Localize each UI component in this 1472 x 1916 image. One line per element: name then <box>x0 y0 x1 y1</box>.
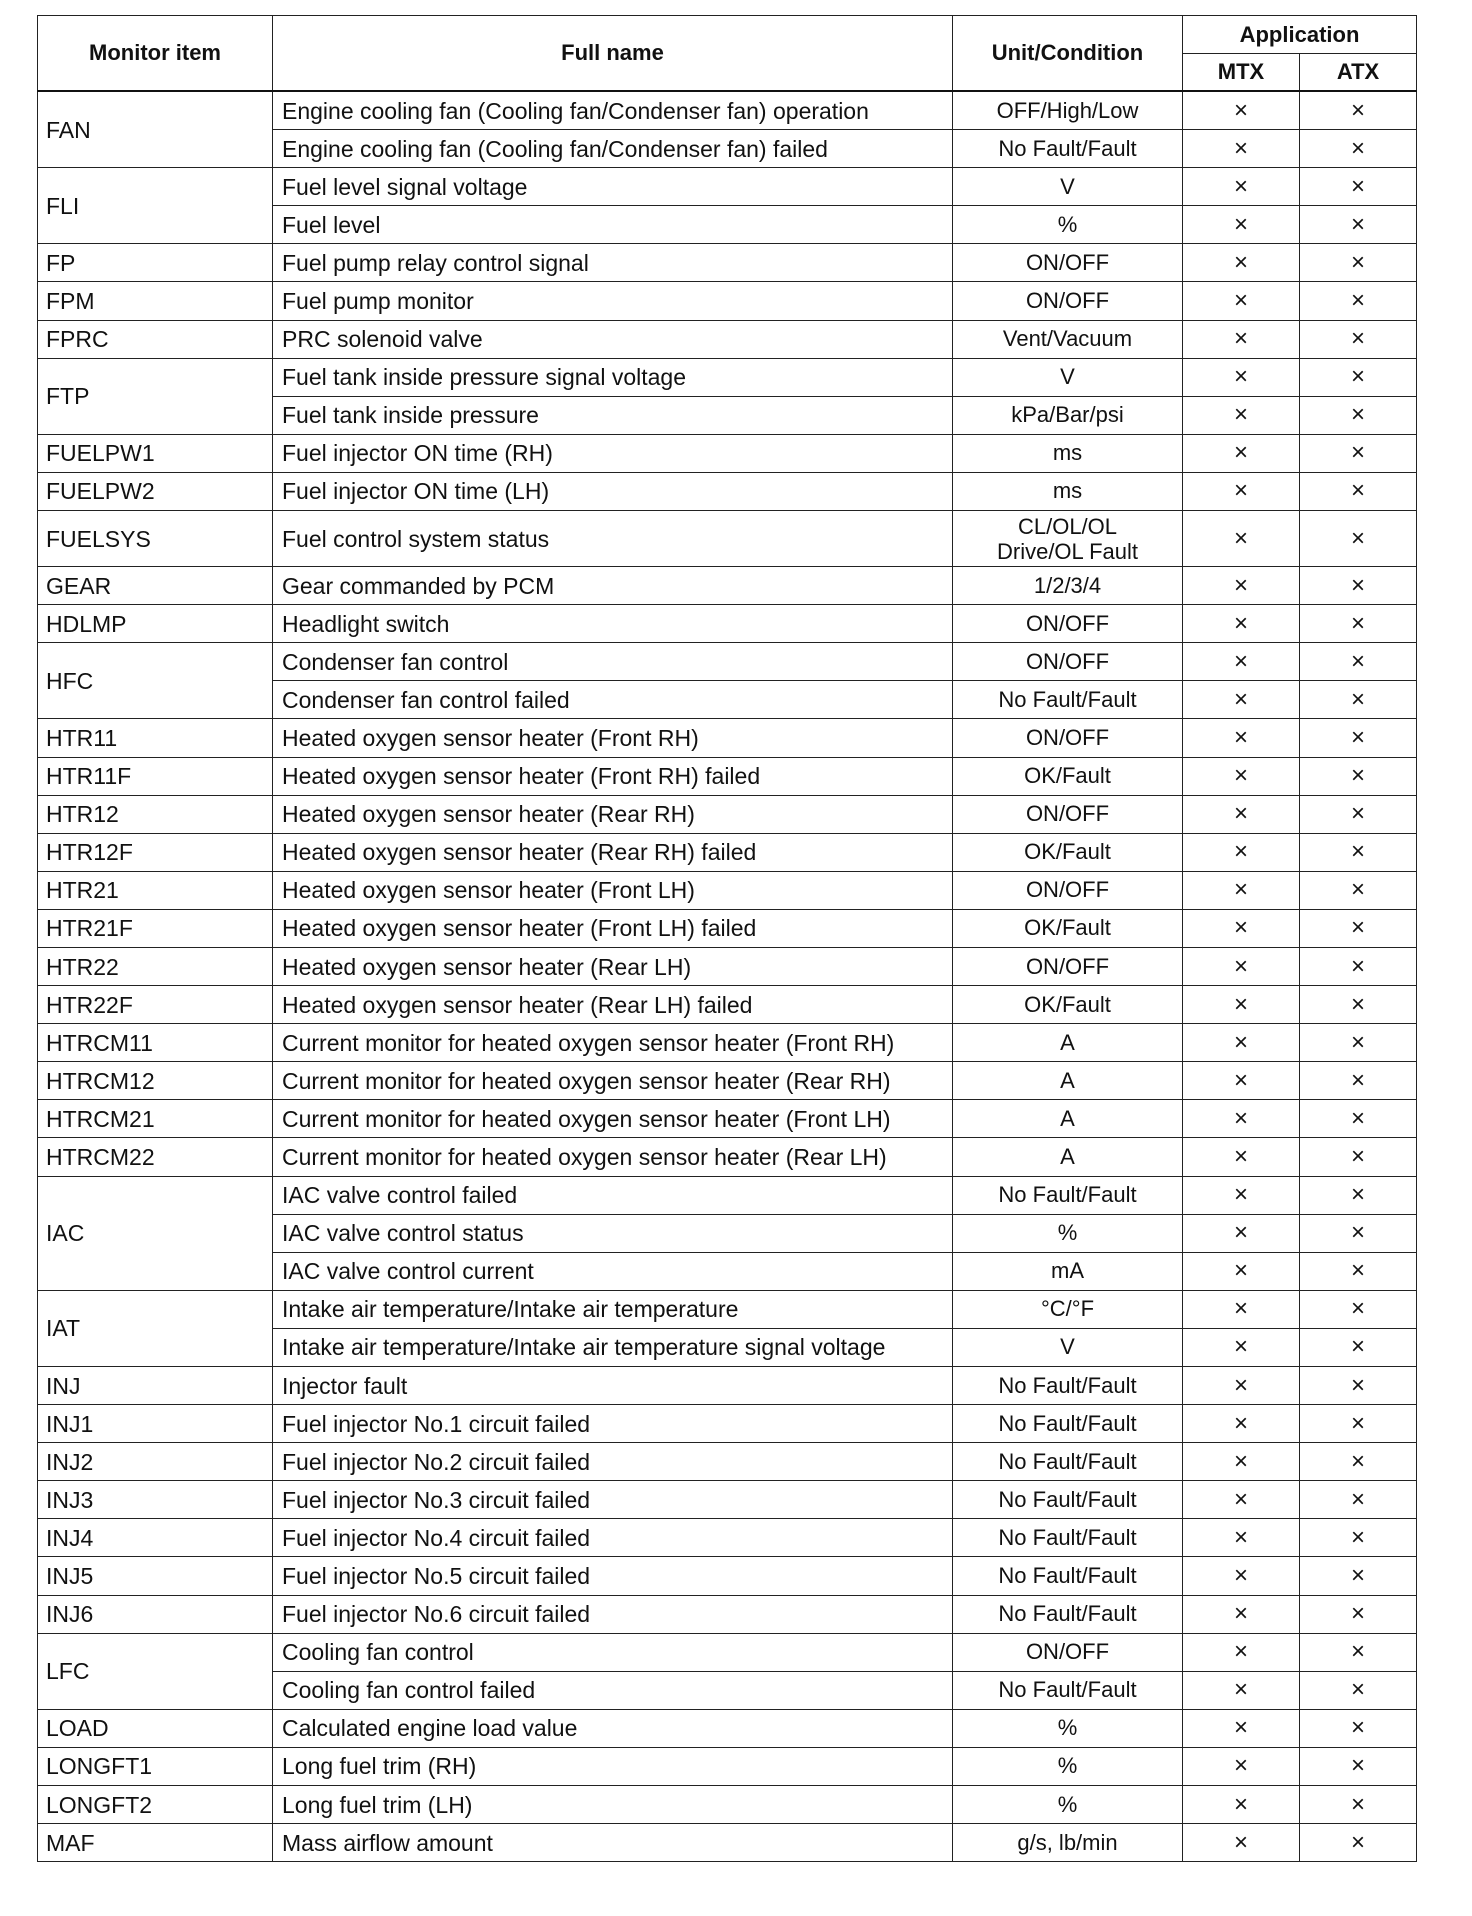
mtx-applicable-mark: × <box>1183 1176 1300 1214</box>
atx-applicable-mark: × <box>1300 1405 1417 1443</box>
table-row <box>38 358 1417 396</box>
atx-applicable-mark: × <box>1300 871 1417 909</box>
atx-applicable-mark: × <box>1300 986 1417 1024</box>
unit-condition-cell: A <box>953 1138 1183 1176</box>
table-row <box>38 1138 1417 1176</box>
full-name-cell: Current monitor for heated oxygen sensor heater (Front LH) <box>273 1100 953 1138</box>
table-row <box>38 1290 1417 1328</box>
full-name-cell: Intake air temperature/Intake air temperature <box>273 1290 953 1328</box>
table-row <box>38 244 1417 282</box>
monitor-item-cell: INJ6 <box>38 1595 273 1633</box>
full-name-cell: Fuel level signal voltage <box>273 168 953 206</box>
unit-condition-cell: % <box>953 1214 1183 1252</box>
monitor-item-cell: LOAD <box>38 1709 273 1747</box>
mtx-applicable-mark: × <box>1183 1481 1300 1519</box>
mtx-applicable-mark: × <box>1183 795 1300 833</box>
full-name-cell: Cooling fan control <box>273 1633 953 1671</box>
full-name-cell: Heated oxygen sensor heater (Front LH) <box>273 871 953 909</box>
mtx-applicable-mark: × <box>1183 643 1300 681</box>
unit-condition-cell: ms <box>953 472 1183 510</box>
table-row <box>38 434 1417 472</box>
atx-applicable-mark: × <box>1300 511 1417 567</box>
mtx-applicable-mark: × <box>1183 511 1300 567</box>
full-name-cell: Intake air temperature/Intake air temperature signal voltage <box>273 1328 953 1366</box>
full-name-cell: Fuel pump monitor <box>273 282 953 320</box>
col-header-full-name: Full name <box>273 16 953 92</box>
full-name-cell: Fuel injector No.1 circuit failed <box>273 1405 953 1443</box>
unit-condition-cell: ON/OFF <box>953 871 1183 909</box>
mtx-applicable-mark: × <box>1183 1443 1300 1481</box>
unit-condition-cell: % <box>953 1786 1183 1824</box>
monitor-item-cell: INJ4 <box>38 1519 273 1557</box>
mtx-applicable-mark: × <box>1183 871 1300 909</box>
table-row <box>38 1595 1417 1633</box>
monitor-item-cell: IAC <box>38 1176 273 1290</box>
monitor-item-cell: HTR22 <box>38 947 273 985</box>
atx-applicable-mark: × <box>1300 244 1417 282</box>
full-name-cell: Condenser fan control failed <box>273 681 953 719</box>
table-row <box>38 643 1417 681</box>
unit-condition-cell: % <box>953 1709 1183 1747</box>
table-row <box>38 871 1417 909</box>
unit-condition-cell: No Fault/Fault <box>953 1595 1183 1633</box>
table-row <box>38 947 1417 985</box>
unit-condition-cell: No Fault/Fault <box>953 1519 1183 1557</box>
col-header-atx: ATX <box>1300 54 1417 92</box>
table-row <box>38 1367 1417 1405</box>
col-header-unit-condition: Unit/Condition <box>953 16 1183 92</box>
col-header-mtx: MTX <box>1183 54 1300 92</box>
mtx-applicable-mark: × <box>1183 358 1300 396</box>
atx-applicable-mark: × <box>1300 909 1417 947</box>
full-name-cell: Fuel injector No.3 circuit failed <box>273 1481 953 1519</box>
monitor-item-cell: INJ5 <box>38 1557 273 1595</box>
mtx-applicable-mark: × <box>1183 986 1300 1024</box>
unit-condition-cell: ON/OFF <box>953 282 1183 320</box>
atx-applicable-mark: × <box>1300 168 1417 206</box>
atx-applicable-mark: × <box>1300 434 1417 472</box>
unit-condition-cell: A <box>953 1062 1183 1100</box>
mtx-applicable-mark: × <box>1183 282 1300 320</box>
unit-condition-line: Drive/OL Fault <box>996 538 1138 564</box>
mtx-applicable-mark: × <box>1183 1405 1300 1443</box>
atx-applicable-mark: × <box>1300 91 1417 130</box>
unit-condition-cell: V <box>953 358 1183 396</box>
unit-condition-cell: ON/OFF <box>953 719 1183 757</box>
full-name-cell: Long fuel trim (RH) <box>273 1747 953 1785</box>
table-row <box>38 282 1417 320</box>
monitor-item-cell: FUELPW1 <box>38 434 273 472</box>
unit-condition-cell: No Fault/Fault <box>953 1367 1183 1405</box>
mtx-applicable-mark: × <box>1183 719 1300 757</box>
mtx-applicable-mark: × <box>1183 1062 1300 1100</box>
table-row <box>38 320 1417 358</box>
full-name-cell: Current monitor for heated oxygen sensor heater (Rear RH) <box>273 1062 953 1100</box>
monitor-item-cell: HTR21 <box>38 871 273 909</box>
mtx-applicable-mark: × <box>1183 681 1300 719</box>
monitor-item-cell: HTRCM12 <box>38 1062 273 1100</box>
unit-condition-cell: OK/Fault <box>953 757 1183 795</box>
full-name-cell: Calculated engine load value <box>273 1709 953 1747</box>
mtx-applicable-mark: × <box>1183 1747 1300 1785</box>
full-name-cell: Engine cooling fan (Cooling fan/Condenser fan) operation <box>273 91 953 130</box>
mtx-applicable-mark: × <box>1183 757 1300 795</box>
table-row <box>38 1633 1417 1671</box>
monitor-item-cell: HTR22F <box>38 986 273 1024</box>
atx-applicable-mark: × <box>1300 1671 1417 1709</box>
mtx-applicable-mark: × <box>1183 1519 1300 1557</box>
table-row <box>38 1747 1417 1785</box>
monitor-item-cell: FLI <box>38 168 273 244</box>
atx-applicable-mark: × <box>1300 1024 1417 1062</box>
table-row <box>38 91 1417 130</box>
unit-condition-cell: °C/°F <box>953 1290 1183 1328</box>
unit-condition-cell: OK/Fault <box>953 833 1183 871</box>
unit-condition-cell: A <box>953 1100 1183 1138</box>
full-name-cell: Injector fault <box>273 1367 953 1405</box>
atx-applicable-mark: × <box>1300 1786 1417 1824</box>
table-row <box>38 1100 1417 1138</box>
unit-condition-cell: No Fault/Fault <box>953 130 1183 168</box>
mtx-applicable-mark: × <box>1183 472 1300 510</box>
atx-applicable-mark: × <box>1300 1519 1417 1557</box>
atx-applicable-mark: × <box>1300 1290 1417 1328</box>
full-name-cell: PRC solenoid valve <box>273 320 953 358</box>
unit-condition-cell: No Fault/Fault <box>953 1481 1183 1519</box>
unit-condition-cell: mA <box>953 1252 1183 1290</box>
monitor-item-cell: HTRCM11 <box>38 1024 273 1062</box>
mtx-applicable-mark: × <box>1183 396 1300 434</box>
unit-condition-cell: ON/OFF <box>953 947 1183 985</box>
table-row <box>38 1405 1417 1443</box>
unit-condition-cell: No Fault/Fault <box>953 1671 1183 1709</box>
monitor-item-cell: HFC <box>38 643 273 719</box>
full-name-cell: Fuel pump relay control signal <box>273 244 953 282</box>
table-row <box>38 1024 1417 1062</box>
atx-applicable-mark: × <box>1300 833 1417 871</box>
mtx-applicable-mark: × <box>1183 168 1300 206</box>
monitor-item-cell: FUELPW2 <box>38 472 273 510</box>
full-name-cell: Mass airflow amount <box>273 1824 953 1862</box>
monitor-item-cell: INJ3 <box>38 1481 273 1519</box>
monitor-item-cell: LONGFT1 <box>38 1747 273 1785</box>
full-name-cell: Fuel level <box>273 206 953 244</box>
unit-condition-cell: % <box>953 1747 1183 1785</box>
mtx-applicable-mark: × <box>1183 947 1300 985</box>
table-row <box>38 1786 1417 1824</box>
monitor-item-cell: HTR12F <box>38 833 273 871</box>
mtx-applicable-mark: × <box>1183 1671 1300 1709</box>
table-row <box>38 511 1417 567</box>
full-name-cell: Heated oxygen sensor heater (Rear RH) failed <box>273 833 953 871</box>
mtx-applicable-mark: × <box>1183 130 1300 168</box>
unit-condition-cell: ON/OFF <box>953 643 1183 681</box>
mtx-applicable-mark: × <box>1183 1633 1300 1671</box>
table-row <box>38 1519 1417 1557</box>
atx-applicable-mark: × <box>1300 1595 1417 1633</box>
mtx-applicable-mark: × <box>1183 909 1300 947</box>
mtx-applicable-mark: × <box>1183 1024 1300 1062</box>
full-name-cell: Fuel injector No.4 circuit failed <box>273 1519 953 1557</box>
monitor-item-cell: HDLMP <box>38 605 273 643</box>
unit-condition-cell: OK/Fault <box>953 909 1183 947</box>
atx-applicable-mark: × <box>1300 757 1417 795</box>
table-row <box>38 605 1417 643</box>
atx-applicable-mark: × <box>1300 1367 1417 1405</box>
monitor-item-cell: FP <box>38 244 273 282</box>
unit-condition-cell: kPa/Bar/psi <box>953 396 1183 434</box>
full-name-cell: Heated oxygen sensor heater (Front RH) failed <box>273 757 953 795</box>
atx-applicable-mark: × <box>1300 1824 1417 1862</box>
monitor-item-cell: MAF <box>38 1824 273 1862</box>
full-name-cell: Fuel control system status <box>273 511 953 567</box>
atx-applicable-mark: × <box>1300 396 1417 434</box>
full-name-cell: Heated oxygen sensor heater (Rear LH) <box>273 947 953 985</box>
full-name-cell: IAC valve control failed <box>273 1176 953 1214</box>
unit-condition-cell: No Fault/Fault <box>953 1557 1183 1595</box>
mtx-applicable-mark: × <box>1183 567 1300 605</box>
atx-applicable-mark: × <box>1300 1747 1417 1785</box>
monitor-item-cell: HTR21F <box>38 909 273 947</box>
unit-condition-cell: ON/OFF <box>953 244 1183 282</box>
full-name-cell: IAC valve control current <box>273 1252 953 1290</box>
full-name-cell: Current monitor for heated oxygen sensor heater (Front RH) <box>273 1024 953 1062</box>
table-row <box>38 719 1417 757</box>
full-name-cell: IAC valve control status <box>273 1214 953 1252</box>
unit-condition-cell: OFF/High/Low <box>953 91 1183 130</box>
monitor-item-cell: FPM <box>38 282 273 320</box>
table-row <box>38 986 1417 1024</box>
full-name-cell: Fuel tank inside pressure <box>273 396 953 434</box>
mtx-applicable-mark: × <box>1183 91 1300 130</box>
unit-condition-cell: No Fault/Fault <box>953 1176 1183 1214</box>
mtx-applicable-mark: × <box>1183 1328 1300 1366</box>
full-name-cell: Fuel injector ON time (LH) <box>273 472 953 510</box>
full-name-cell: Fuel injector No.2 circuit failed <box>273 1443 953 1481</box>
mtx-applicable-mark: × <box>1183 1786 1300 1824</box>
table-header <box>38 16 1417 92</box>
full-name-cell: Current monitor for heated oxygen sensor heater (Rear LH) <box>273 1138 953 1176</box>
atx-applicable-mark: × <box>1300 282 1417 320</box>
mtx-applicable-mark: × <box>1183 244 1300 282</box>
unit-condition-cell: ON/OFF <box>953 795 1183 833</box>
atx-applicable-mark: × <box>1300 643 1417 681</box>
atx-applicable-mark: × <box>1300 472 1417 510</box>
atx-applicable-mark: × <box>1300 320 1417 358</box>
atx-applicable-mark: × <box>1300 1557 1417 1595</box>
mtx-applicable-mark: × <box>1183 434 1300 472</box>
atx-applicable-mark: × <box>1300 605 1417 643</box>
table-row <box>38 1824 1417 1862</box>
monitor-item-cell: FTP <box>38 358 273 434</box>
full-name-cell: Heated oxygen sensor heater (Front RH) <box>273 719 953 757</box>
mtx-applicable-mark: × <box>1183 833 1300 871</box>
unit-condition-cell: ON/OFF <box>953 605 1183 643</box>
mtx-applicable-mark: × <box>1183 1214 1300 1252</box>
monitor-item-cell: LFC <box>38 1633 273 1709</box>
full-name-cell: Engine cooling fan (Cooling fan/Condenser fan) failed <box>273 130 953 168</box>
unit-condition-cell: ON/OFF <box>953 1633 1183 1671</box>
monitor-item-cell: INJ1 <box>38 1405 273 1443</box>
monitor-item-cell: LONGFT2 <box>38 1786 273 1824</box>
table-row <box>38 567 1417 605</box>
atx-applicable-mark: × <box>1300 1481 1417 1519</box>
unit-condition-cell <box>953 511 1183 567</box>
mtx-applicable-mark: × <box>1183 320 1300 358</box>
unit-condition-cell: No Fault/Fault <box>953 681 1183 719</box>
atx-applicable-mark: × <box>1300 1709 1417 1747</box>
atx-applicable-mark: × <box>1300 567 1417 605</box>
table-body <box>38 91 1417 1862</box>
unit-condition-cell: V <box>953 1328 1183 1366</box>
col-header-monitor-item: Monitor item <box>38 16 273 92</box>
monitor-item-table <box>37 15 1417 1862</box>
table-row <box>38 833 1417 871</box>
table-row <box>38 795 1417 833</box>
unit-condition-cell: OK/Fault <box>953 986 1183 1024</box>
atx-applicable-mark: × <box>1300 130 1417 168</box>
full-name-cell: Fuel tank inside pressure signal voltage <box>273 358 953 396</box>
unit-condition-cell: No Fault/Fault <box>953 1405 1183 1443</box>
full-name-cell: Heated oxygen sensor heater (Rear LH) failed <box>273 986 953 1024</box>
mtx-applicable-mark: × <box>1183 1709 1300 1747</box>
monitor-item-cell: FUELSYS <box>38 511 273 567</box>
unit-condition-cell: V <box>953 168 1183 206</box>
unit-condition-cell: A <box>953 1024 1183 1062</box>
mtx-applicable-mark: × <box>1183 1100 1300 1138</box>
mtx-applicable-mark: × <box>1183 605 1300 643</box>
mtx-applicable-mark: × <box>1183 1138 1300 1176</box>
atx-applicable-mark: × <box>1300 206 1417 244</box>
unit-condition-cell: % <box>953 206 1183 244</box>
atx-applicable-mark: × <box>1300 1252 1417 1290</box>
mtx-applicable-mark: × <box>1183 206 1300 244</box>
full-name-cell: Fuel injector No.5 circuit failed <box>273 1557 953 1595</box>
atx-applicable-mark: × <box>1300 1176 1417 1214</box>
table-row <box>38 909 1417 947</box>
monitor-item-cell: IAT <box>38 1290 273 1366</box>
table-row <box>38 472 1417 510</box>
atx-applicable-mark: × <box>1300 681 1417 719</box>
unit-condition-cell: g/s, lb/min <box>953 1824 1183 1862</box>
table-row <box>38 757 1417 795</box>
full-name-cell: Heated oxygen sensor heater (Front LH) failed <box>273 909 953 947</box>
mtx-applicable-mark: × <box>1183 1290 1300 1328</box>
mtx-applicable-mark: × <box>1183 1595 1300 1633</box>
atx-applicable-mark: × <box>1300 795 1417 833</box>
atx-applicable-mark: × <box>1300 1062 1417 1100</box>
unit-condition-cell: 1/2/3/4 <box>953 567 1183 605</box>
atx-applicable-mark: × <box>1300 947 1417 985</box>
unit-condition-line: CL/OL/OL <box>1017 513 1118 539</box>
col-header-application: Application <box>1183 16 1417 54</box>
monitor-item-cell: HTR12 <box>38 795 273 833</box>
full-name-cell: Long fuel trim (LH) <box>273 1786 953 1824</box>
table-row <box>38 1481 1417 1519</box>
atx-applicable-mark: × <box>1300 1214 1417 1252</box>
full-name-cell: Headlight switch <box>273 605 953 643</box>
atx-applicable-mark: × <box>1300 1138 1417 1176</box>
full-name-cell: Cooling fan control failed <box>273 1671 953 1709</box>
monitor-item-cell: HTRCM21 <box>38 1100 273 1138</box>
mtx-applicable-mark: × <box>1183 1824 1300 1862</box>
table-row <box>38 1443 1417 1481</box>
table-row <box>38 1557 1417 1595</box>
monitor-item-cell: FPRC <box>38 320 273 358</box>
monitor-item-cell: HTRCM22 <box>38 1138 273 1176</box>
mtx-applicable-mark: × <box>1183 1367 1300 1405</box>
monitor-item-cell: FAN <box>38 91 273 168</box>
atx-applicable-mark: × <box>1300 1443 1417 1481</box>
monitor-item-cell: HTR11 <box>38 719 273 757</box>
table-row <box>38 1062 1417 1100</box>
atx-applicable-mark: × <box>1300 1100 1417 1138</box>
full-name-cell: Fuel injector No.6 circuit failed <box>273 1595 953 1633</box>
monitor-item-cell: INJ <box>38 1367 273 1405</box>
full-name-cell: Heated oxygen sensor heater (Rear RH) <box>273 795 953 833</box>
atx-applicable-mark: × <box>1300 719 1417 757</box>
unit-condition-cell: ms <box>953 434 1183 472</box>
mtx-applicable-mark: × <box>1183 1557 1300 1595</box>
full-name-cell: Gear commanded by PCM <box>273 567 953 605</box>
full-name-cell: Condenser fan control <box>273 643 953 681</box>
table-row <box>38 1176 1417 1214</box>
mtx-applicable-mark: × <box>1183 1252 1300 1290</box>
atx-applicable-mark: × <box>1300 358 1417 396</box>
atx-applicable-mark: × <box>1300 1633 1417 1671</box>
monitor-item-cell: GEAR <box>38 567 273 605</box>
monitor-item-cell: INJ2 <box>38 1443 273 1481</box>
unit-condition-cell: No Fault/Fault <box>953 1443 1183 1481</box>
table-row <box>38 1709 1417 1747</box>
table-row <box>38 168 1417 206</box>
full-name-cell: Fuel injector ON time (RH) <box>273 434 953 472</box>
unit-condition-cell: Vent/Vacuum <box>953 320 1183 358</box>
atx-applicable-mark: × <box>1300 1328 1417 1366</box>
monitor-item-cell: HTR11F <box>38 757 273 795</box>
